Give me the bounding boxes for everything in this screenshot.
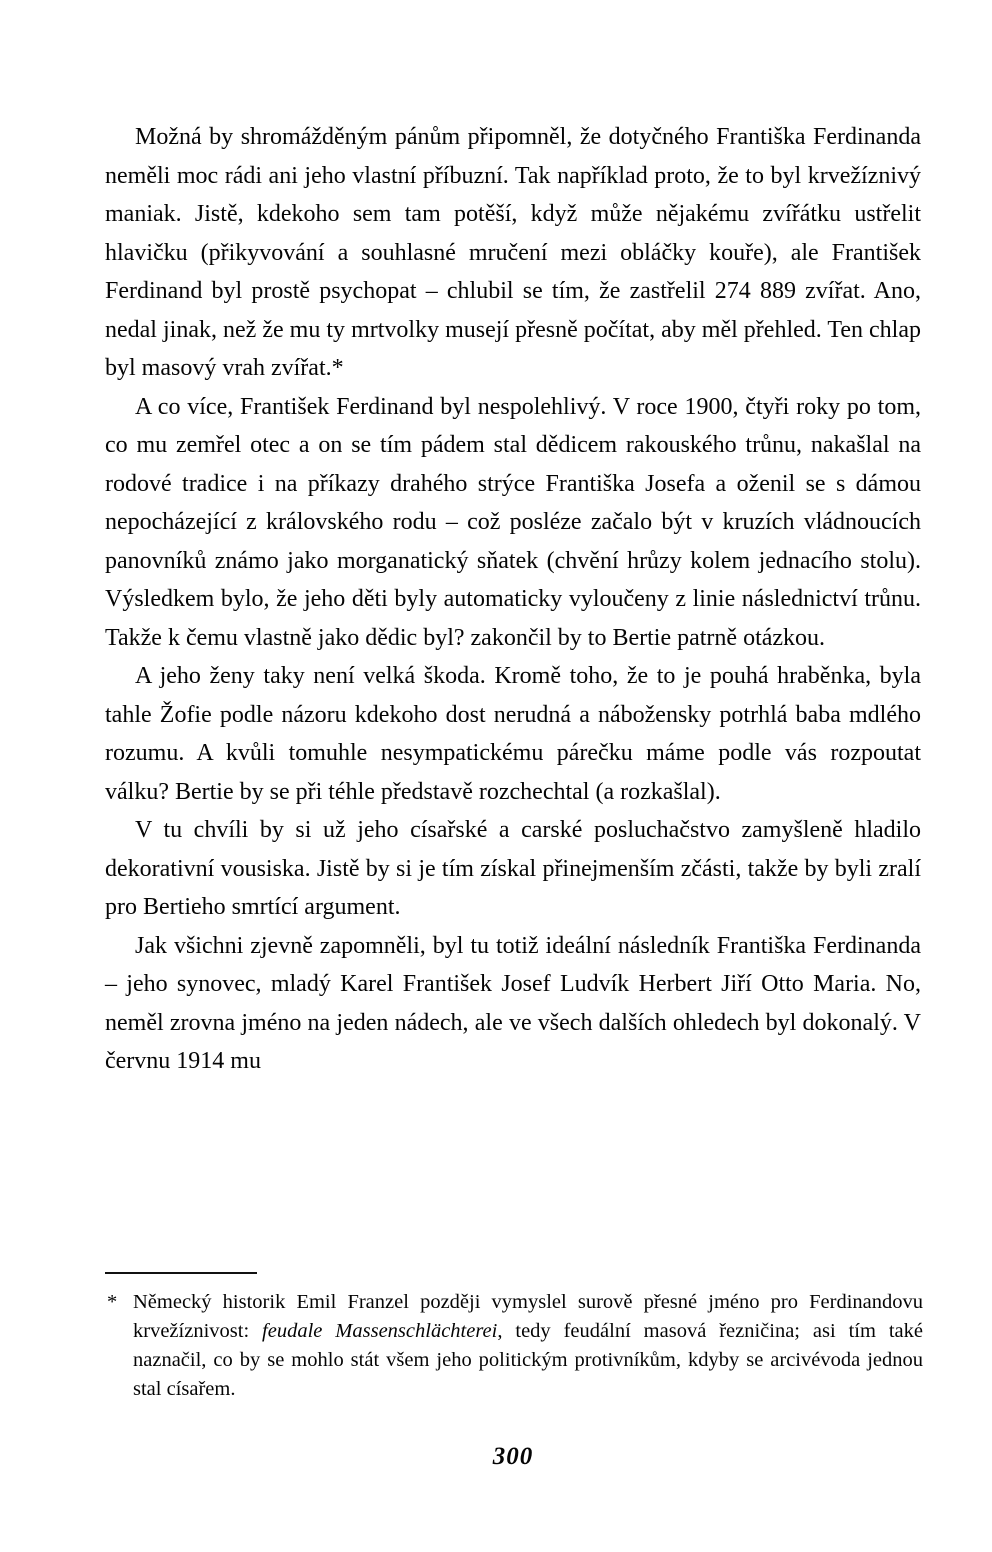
- footnote-divider: [105, 1272, 257, 1274]
- footnote-text-after: , tedy feudální masová řezničina; asi tím také naznačil, co by se mohlo stát všem jeho politickým protivníkům, kdyby se arcivévoda jednou stal císařem.: [133, 1320, 923, 1400]
- body-text: [105, 118, 921, 1081]
- paragraph-3: A jeho ženy taky není velká škoda. Kromě toho, že to je pouhá hraběnka, byla tahle Žofie podle názoru kdekoho dost nerudná a nábožensky potrhlá baba mdlého rozumu. A kvůli tomuhle nesympatickému párečku máme podle vás rozpoutat válku? Bertie by se při téhle představě rozchechtal (a rozkašlal).: [105, 663, 921, 805]
- paragraph-1: Možná by shromážděným pánům připomněl, že dotyčného Františka Ferdinanda neměli moc rádi ani jeho vlastní příbuzní. Tak například proto, že to byl krvežíznivý maniak. Jistě, kdekoho sem tam potěší, když může nějakému zvířátku ustřelit hlavičku (přikyvování a souhlasné mručení mezi obláčky kouře), ale František Ferdinand byl prostě psychopat – chlubil se tím, že zastřelil 274 889 zvířat. Ano, nedal jinak, než že mu ty mrtvolky musejí přesně počítat, aby měl přehled. Ten chlap byl masový vrah zvířat.*: [105, 124, 921, 381]
- paragraph-2: A co více, František Ferdinand byl nespolehlivý. V roce 1900, čtyři roky po tom, co mu zemřel otec a on se tím pádem stal dědicem rakouského trůnu, nakašlal na rodové tradice i na příkazy drahého strýce Františka Josefa a oženil se s dámou nepocházející z královského rodu – což posléze začalo být v kruzích vládnoucích panovníků známo jako morganatický sňatek (chvění hrůzy kolem jednacího stolu). Výsledkem bylo, že jeho děti byly automaticky vyloučeny z linie následnictví trůnu. Takže k čemu vlastně jako dědic byl? zakončil by to Bertie patrně otázkou.: [105, 393, 921, 651]
- footnote: [105, 1288, 923, 1404]
- paragraph-4: V tu chvíli by si už jeho císařské a carské posluchačstvo zamyšleně hladilo dekorativní vousiska. Jistě by si je tím získal přinejmenším zčásti, takže by byli zralí pro Bertieho smrtící argument.: [105, 817, 921, 920]
- paragraph-5: Jak všichni zjevně zapomněli, byl tu totiž ideální následník Františka Ferdinanda – jeho synovec, mladý Karel František Josef Ludvík Herbert Jiří Otto Maria. No, neměl zrovna jméno na jeden nádech, ale ve všech dalších ohledech byl dokonalý. V červnu 1914 mu: [105, 932, 921, 1074]
- footnote-text-before: Německý historik Emil Franzel později vymyslel surově přesné jméno pro Ferdinandovu krvežíznivost:: [133, 1291, 923, 1342]
- footnote-marker: *: [107, 1291, 118, 1313]
- footnote-italic-term: feudale Massenschlächterei: [262, 1320, 498, 1342]
- page-number: 300: [492, 1443, 534, 1470]
